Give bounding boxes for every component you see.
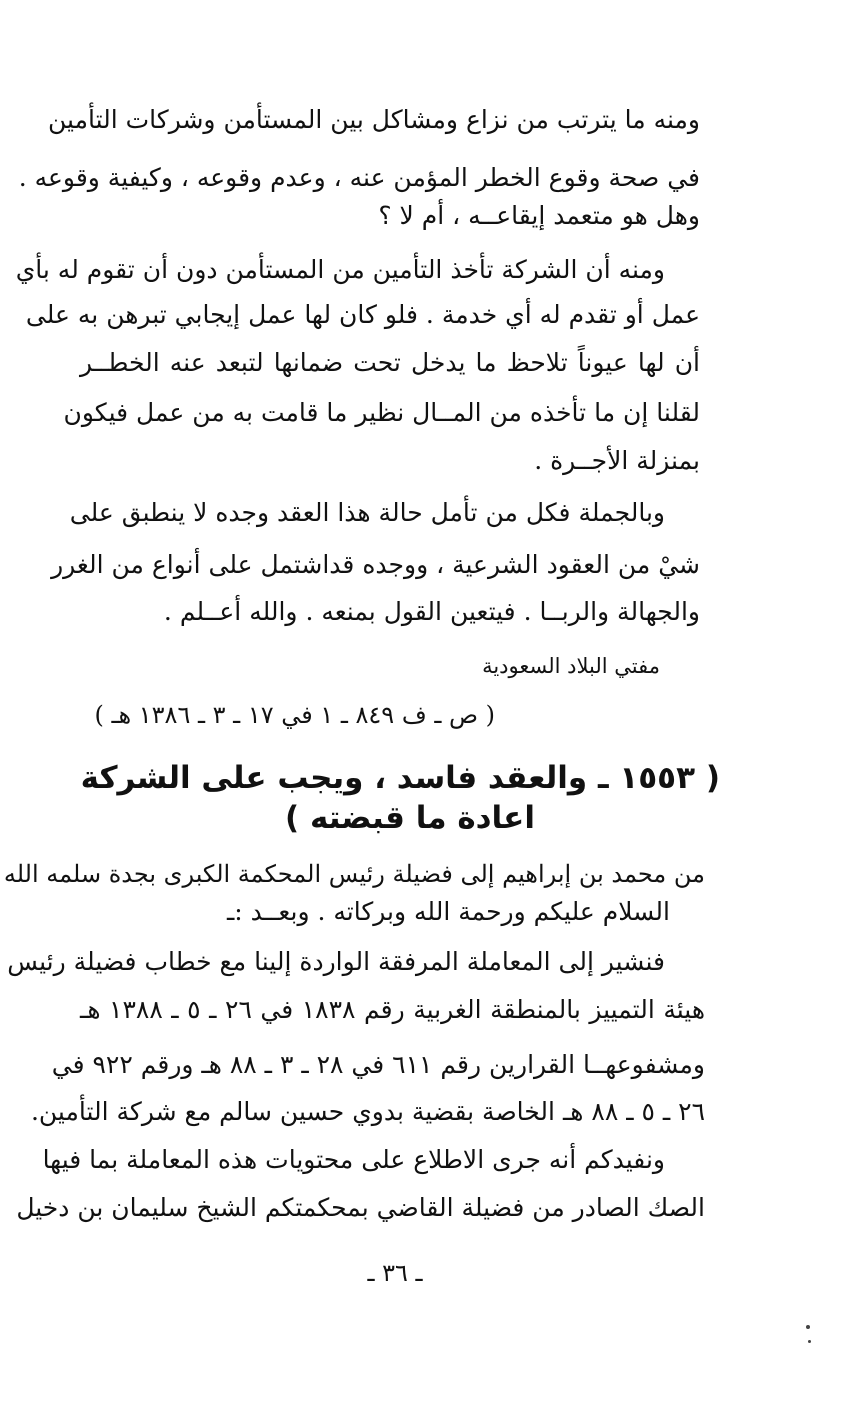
section-heading-line-2: اعادة ما قبضته ) — [285, 800, 535, 836]
paragraph-1-line-3: وهل هو متعمد إيقاعــه ، أم لا ؟ — [378, 201, 700, 230]
paragraph-2-line-1: ومنه أن الشركة تأخذ التأمين من المستأمن دون أن تقوم له بأي — [15, 255, 665, 284]
letter-line-7: ونفيدكم أنه جرى الاطلاع على محتويات هذه المعاملة بما فيها — [42, 1145, 665, 1174]
paragraph-3-line-2: شيْ من العقود الشرعية ، ووجده قداشتمل على أنواع من الغرر — [51, 550, 700, 579]
reference-line: ( ص ـ ف ٨٤٩ ـ ١ في ١٧ ـ ٣ ـ ١٣٨٦ هـ ) — [94, 701, 495, 729]
letter-line-6: ٢٦ ـ ٥ ـ ٨٨ هـ الخاصة بقضية بدوي حسين سالم مع شركة التأمين. — [30, 1097, 705, 1126]
scan-speck — [806, 1325, 810, 1329]
paragraph-1-line-2: في صحة وقوع الخطر المؤمن عنه ، وعدم وقوعه ، وكيفية وقوعه . — [18, 163, 700, 192]
paragraph-1-line-1: ومنه ما يترتب من نزاع ومشاكل بين المستأمن وشركات التأمين — [48, 105, 700, 134]
paragraph-2-line-3: أن لها عيوناً تلاحظ ما يدخل تحت ضمانها لتبعد عنه الخطــر — [80, 348, 700, 377]
paragraph-2-line-5: بمنزلة الأجــرة . — [534, 446, 700, 475]
letter-line-3: فنشير إلى المعاملة المرفقة الواردة إلينا مع خطاب فضيلة رئيس — [7, 947, 665, 976]
letter-line-5: ومشفوعهــا القرارين رقم ٦١١ في ٢٨ ـ ٣ ـ ٨٨ هـ ورقم ٩٢٢ في — [51, 1050, 705, 1079]
letter-line-1: من محمد بن إبراهيم إلى فضيلة رئيس المحكمة الكبرى بجدة سلمه الله — [3, 860, 705, 888]
letter-line-2: السلام عليكم ورحمة الله وبركاته . وبعــد :ـ — [226, 897, 670, 926]
paragraph-2-line-4: لقلنا إن ما تأخذه من المــال نظير ما قامت به من عمل فيكون — [63, 398, 700, 427]
section-heading-line-1: ( ١٥٥٣ ـ والعقد فاسد ، ويجب على الشركة — [80, 760, 720, 796]
signature: مفتي البلاد السعودية — [482, 654, 660, 678]
letter-line-8: الصك الصادر من فضيلة القاضي بمحكمتكم الشيخ سليمان بن دخيل — [16, 1193, 705, 1222]
paragraph-3-line-3: والجهالة والربــا . فيتعين القول بمنعه . والله أعــلم . — [163, 597, 700, 626]
page-number: ـ ٣٦ ـ — [367, 1259, 423, 1287]
scan-speck — [808, 1340, 811, 1343]
letter-line-4: هيئة التمييز بالمنطقة الغربية رقم ١٨٣٨ في ٢٦ ـ ٥ ـ ١٣٨٨ هـ — [80, 995, 705, 1024]
paragraph-3-line-1: وبالجملة فكل من تأمل حالة هذا العقد وجده لا ينطبق على — [69, 498, 665, 527]
paragraph-2-line-2: عمل أو تقدم له أي خدمة . فلو كان لها عمل إيجابي تبرهن به على — [25, 300, 700, 329]
